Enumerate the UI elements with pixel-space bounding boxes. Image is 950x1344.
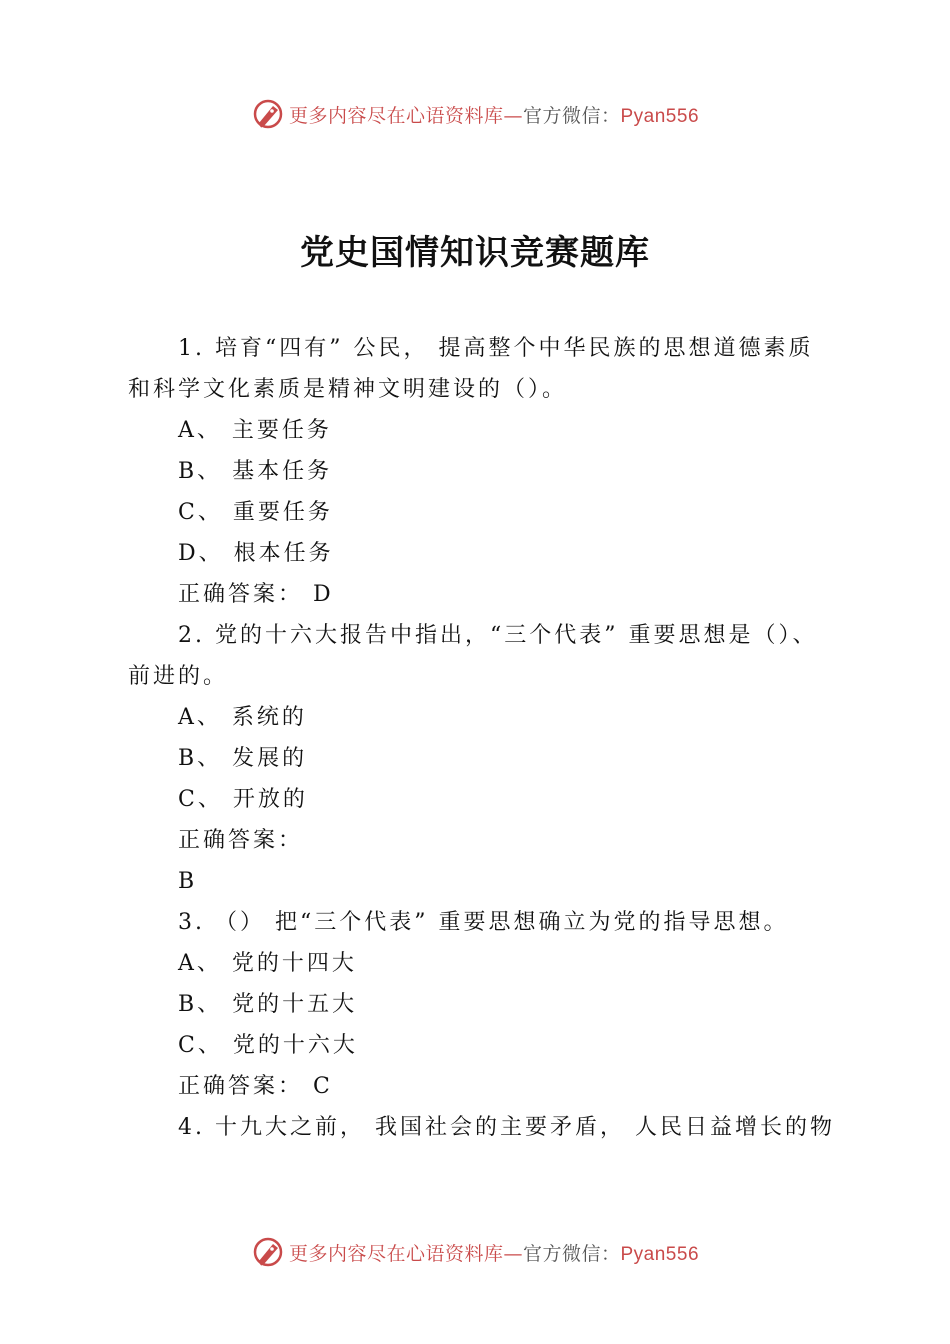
footer-banner-text: 更多内容尽在心语资料库—官方微信：Pyan556 [288,1242,700,1265]
text-line: B、 党的十五大 [178,992,358,1017]
text-line: A、 系统的 [178,705,307,730]
footer-banner [0,1232,950,1272]
text-line: 1. 培育“四有” 公民， 提高整个中华民族的思想道德素质 [178,336,814,361]
pen-nib-logo-icon [251,1235,285,1269]
text-line: 正确答案： [178,828,304,853]
text-line: B、 发展的 [178,746,308,771]
question-list [128,328,840,1148]
text-line: 2. 党的十六大报告中指出，“三个代表” 重要思想是（）、 [178,623,818,648]
text-line: 前进的。 [128,664,229,689]
page-title: 党史国情知识竞赛题库 [300,233,650,273]
text-line: B [178,869,198,894]
text-line: 正确答案： C [178,1074,333,1099]
text-line: A、 主要任务 [178,418,332,443]
text-line: 正确答案： D [178,582,334,607]
pen-nib-logo-icon [251,97,285,131]
text-line: A、 党的十四大 [178,951,357,976]
text-line: D、 根本任务 [178,541,334,566]
text-line: 4. 十九大之前， 我国社会的主要矛盾， 人民日益增长的物 [178,1115,835,1140]
text-line: B、 基本任务 [178,459,333,484]
text-line: C、 重要任务 [178,500,333,525]
text-line: 和科学文化素质是精神文明建设的（）。 [128,377,568,402]
text-line: C、 开放的 [178,787,308,812]
text-line: C、 党的十六大 [178,1033,358,1058]
header-banner [0,94,950,134]
header-banner-text: 更多内容尽在心语资料库—官方微信：Pyan556 [288,104,700,127]
text-line: 3. （） 把“三个代表” 重要思想确立为党的指导思想。 [178,910,789,935]
